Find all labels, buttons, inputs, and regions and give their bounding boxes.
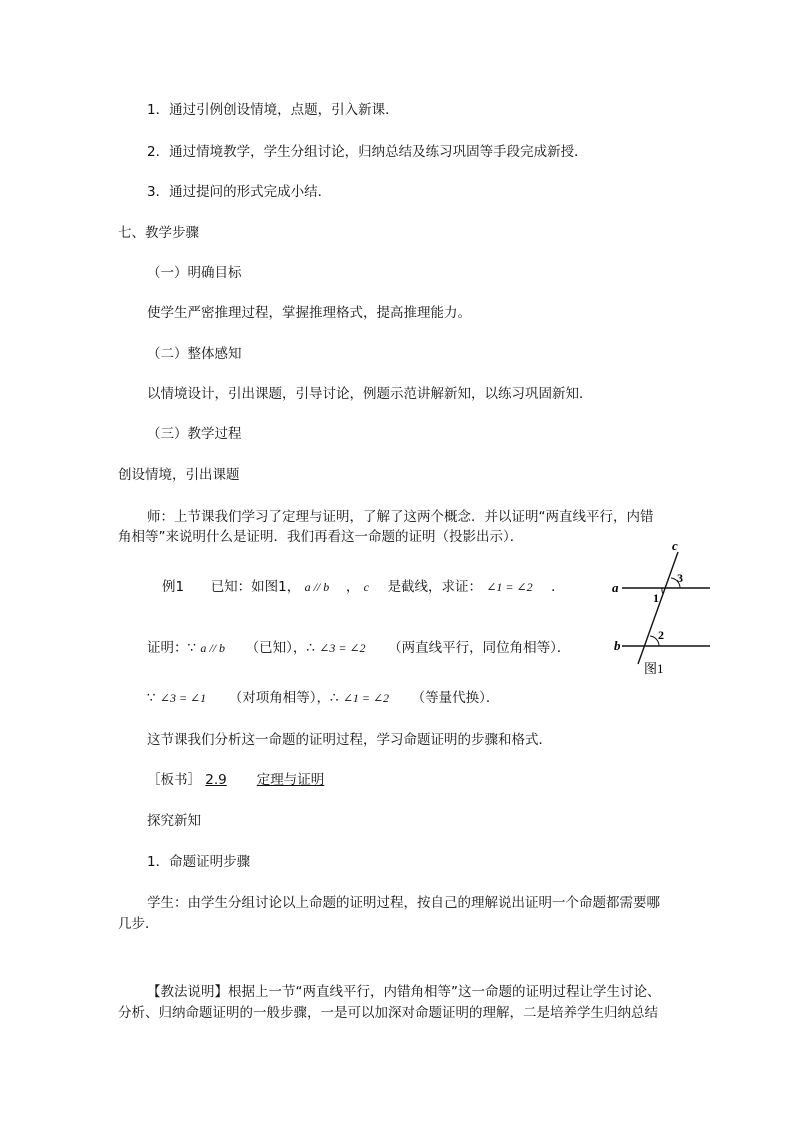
example-1-statement [162,578,565,596]
parallel-formula: a // b [304,580,330,594]
method-text-line-2: 分析、归纳命题证明的一般步骤，一是可以加深对命题证明的理解，二是培养学生归纳总结 [118,1005,658,1021]
proof2-reason-vertical: （对项角相等），∴ [228,690,339,706]
label-a: a [612,580,619,595]
proof2-reason-substitution: （等量代换）． [411,690,500,706]
transversal-letter: c [363,580,369,594]
section-heading-7: 七、教学步骤 [118,225,199,241]
proof2-angle-formula: ∠3 = ∠1 [159,691,207,705]
proof-angle-formula: ∠3 = ∠2 [319,641,366,655]
student-text-line-2: 几步． [118,916,159,932]
angle-1-arc [662,588,663,594]
label-angle-1: 1 [653,591,659,605]
board-label: ［板书］ [147,772,201,788]
figure-caption: 图1 [644,661,664,676]
subheading-2-text: 以情境设计，引出课题，引导讨论，例题示范讲解新知，以练习巩固新知． [147,386,593,402]
board-note [147,771,324,789]
label-c: c [672,538,678,553]
example-label: 例1 [162,579,185,595]
proof2-lead: ∵ [147,690,156,706]
teacher-text-line-1: 师：上节课我们学习了定理与证明，了解了这两个概念．并以证明“两直线平行，内错 [147,509,654,525]
proof-reason-given: （已知），∴ [245,640,315,656]
board-number: 2.9 [205,772,227,788]
example-given: 已知：如图1， [210,579,301,595]
explore-heading: 探究新知 [147,813,201,829]
student-text-line-1: 学生：由学生分组讨论以上命题的证明过程，按自己的理解说出证明一个命题都需要哪 [147,895,660,911]
proof-parallel-formula: a // b [200,641,226,655]
objective-1: 1．通过引例创设情境，点题，引入新课． [147,102,399,118]
example-transversal-text: 是截线，求证： [387,579,483,595]
line-c [638,552,678,664]
objective-3: 3．通过提问的形式完成小结． [147,184,332,200]
board-title: 定理与证明 [256,772,325,788]
step-1-heading: 1．命题证明步骤 [147,854,251,870]
subheading-2: （二）整体感知 [147,346,242,362]
label-b: b [614,638,621,653]
example-separator: ， [345,579,360,595]
intro-heading: 创设情境，引出课题 [118,467,240,483]
teacher-text-line-2: 角相等”来说明什么是证明．我们再看这一命题的证明（投影出示）． [118,529,524,545]
subheading-3: （三）教学过程 [147,426,242,442]
proof-line-2 [147,689,499,707]
label-angle-3: 3 [677,571,683,585]
objective-2: 2．通过情境教学，学生分组讨论，归纳总结及练习巩固等手段完成新授． [147,144,588,160]
summary-line: 这节课我们分析这一命题的证明过程，学习命题证明的步骤和格式． [147,732,552,748]
proof-line-1 [147,639,570,657]
proof2-conclusion-formula: ∠1 = ∠2 [342,691,390,705]
label-angle-2: 2 [658,628,664,642]
example-end: ． [551,579,565,595]
method-text-line-1: 【教法说明】根据上一节“两直线平行，内错角相等”这一命题的证明过程让学生讨论、 [147,984,661,1000]
figure-1-diagram [608,538,718,678]
proof-lead: 证明：∵ [147,640,197,656]
subheading-1: （一）明确目标 [147,265,242,281]
subheading-1-text: 使学生严密推理过程，掌握推理格式，提高推理能力。 [147,305,471,321]
proof-reason-corresponding: （两直线平行，同位角相等）． [388,640,571,656]
parallel-lines-diagram [608,538,718,678]
claim-formula: ∠1 = ∠2 [486,580,533,594]
